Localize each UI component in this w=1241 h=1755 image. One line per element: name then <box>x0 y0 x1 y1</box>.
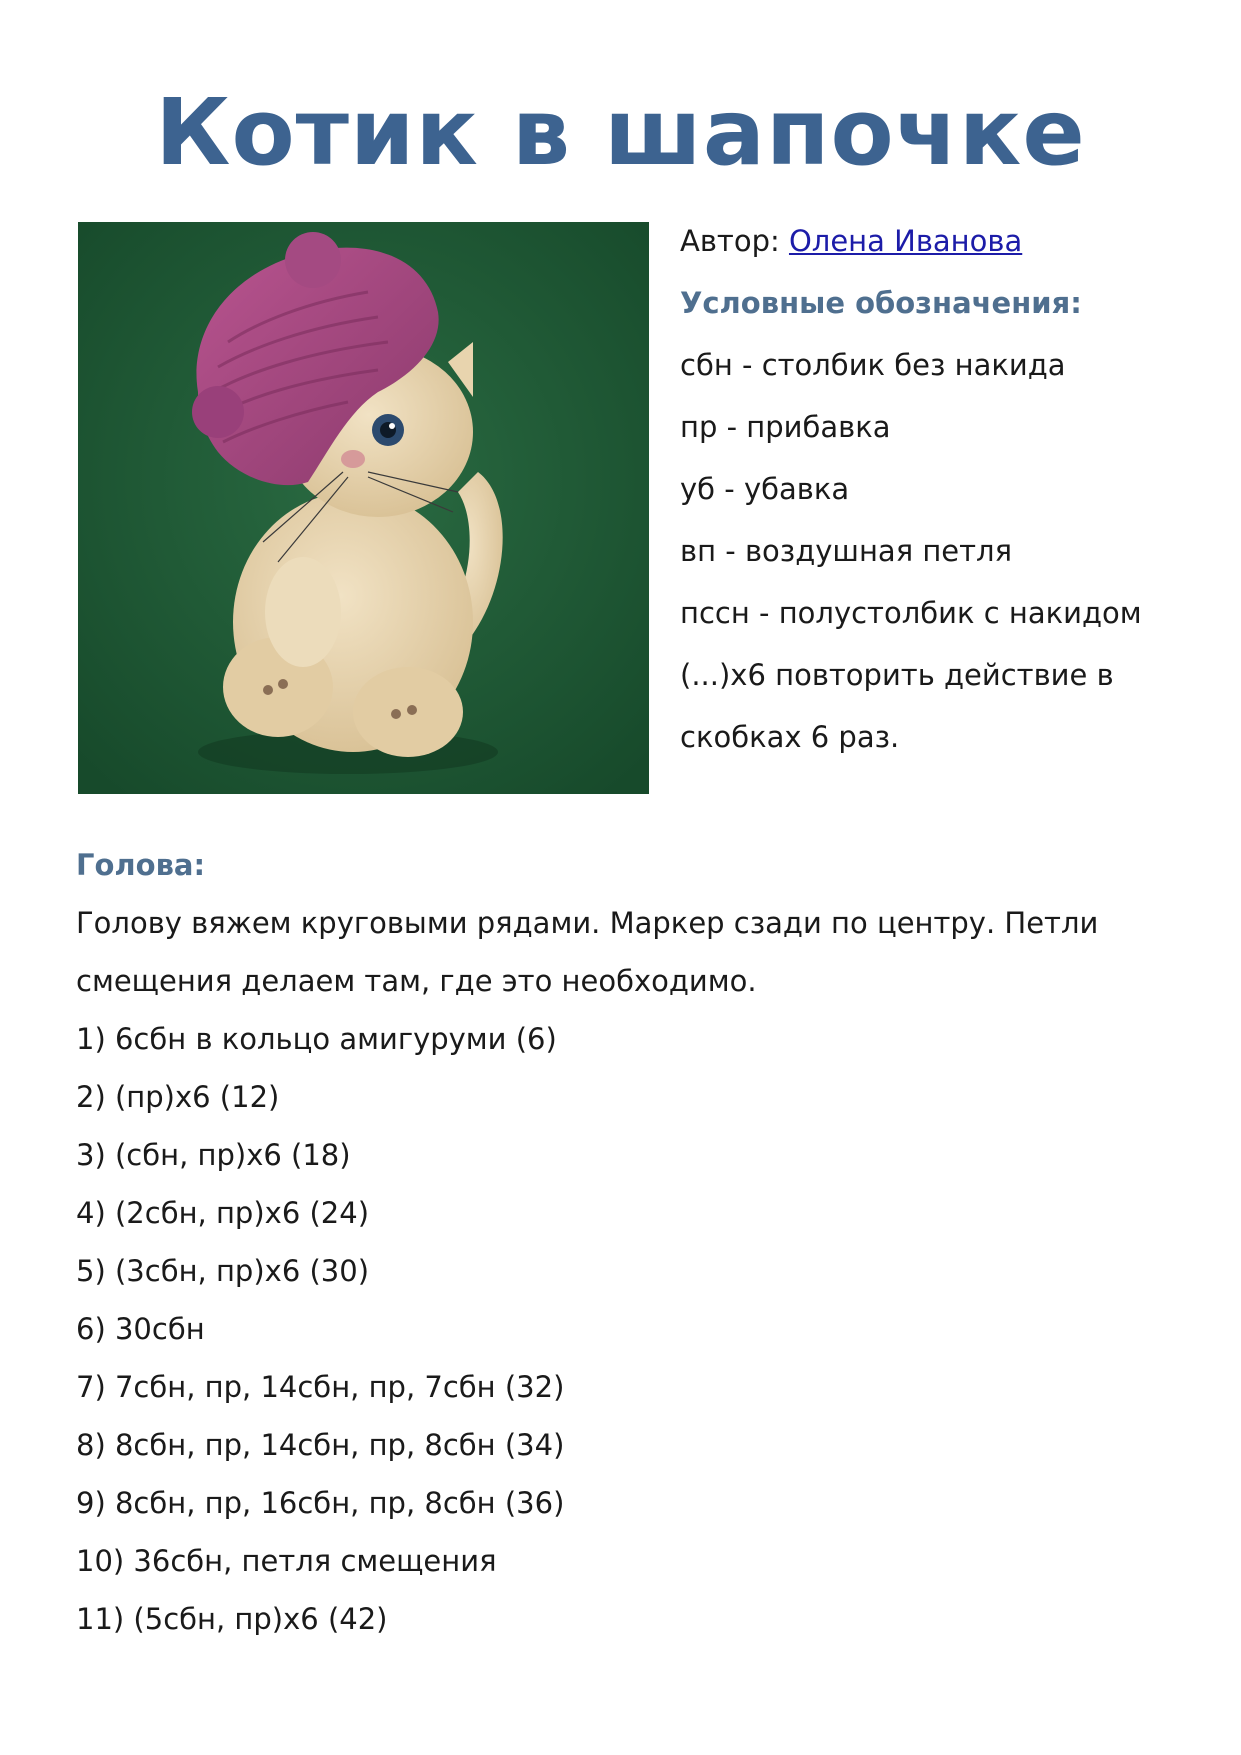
pattern-row: 8) 8сбн, пр, 14сбн, пр, 8сбн (34) <box>76 1428 565 1462</box>
legend-item: скобках 6 раз. <box>680 720 900 754</box>
page-title: Котик в шапочке <box>155 79 1086 186</box>
legend-item: пссн - полустолбик с накидом <box>680 596 1142 630</box>
author-link[interactable]: Олена Иванова <box>788 224 1023 258</box>
pattern-row: 1) 6сбн в кольцо амигуруми (6) <box>76 1022 557 1056</box>
head-section <box>76 836 1176 1648</box>
pattern-row: 4) (2сбн, пр)х6 (24) <box>76 1196 370 1230</box>
cat-photo <box>78 222 649 794</box>
pattern-row: 2) (пр)х6 (12) <box>76 1080 280 1114</box>
author-line <box>680 210 1220 272</box>
legend-heading: Условные обозначения: <box>680 286 1082 320</box>
pattern-row: 10) 36сбн, петля смещения <box>76 1544 497 1578</box>
knitted-cat-in-hat-image <box>78 222 649 794</box>
pattern-row: 5) (3сбн, пр)х6 (30) <box>76 1254 370 1288</box>
legend-block <box>680 210 1220 768</box>
section-heading: Голова: <box>76 848 206 882</box>
pattern-row: 9) 8сбн, пр, 16сбн, пр, 8сбн (36) <box>76 1486 565 1520</box>
section-intro-line: Голову вяжем круговыми рядами. Маркер сзади по центру. Петли <box>76 906 1099 940</box>
legend-item: (...)х6 повторить действие в <box>680 658 1114 692</box>
legend-item: уб - убавка <box>680 472 850 506</box>
pattern-row: 3) (сбн, пр)х6 (18) <box>76 1138 351 1172</box>
legend-item: сбн - столбик без накида <box>680 348 1066 382</box>
legend-item: вп - воздушная петля <box>680 534 1013 568</box>
author-label: Автор: <box>680 224 780 258</box>
pattern-row: 7) 7сбн, пр, 14сбн, пр, 7сбн (32) <box>76 1370 565 1404</box>
section-intro-line: смещения делаем там, где это необходимо. <box>76 964 757 998</box>
legend-item: пр - прибавка <box>680 410 891 444</box>
pattern-row: 6) 30сбн <box>76 1312 205 1346</box>
pattern-row: 11) (5сбн, пр)х6 (42) <box>76 1602 388 1636</box>
